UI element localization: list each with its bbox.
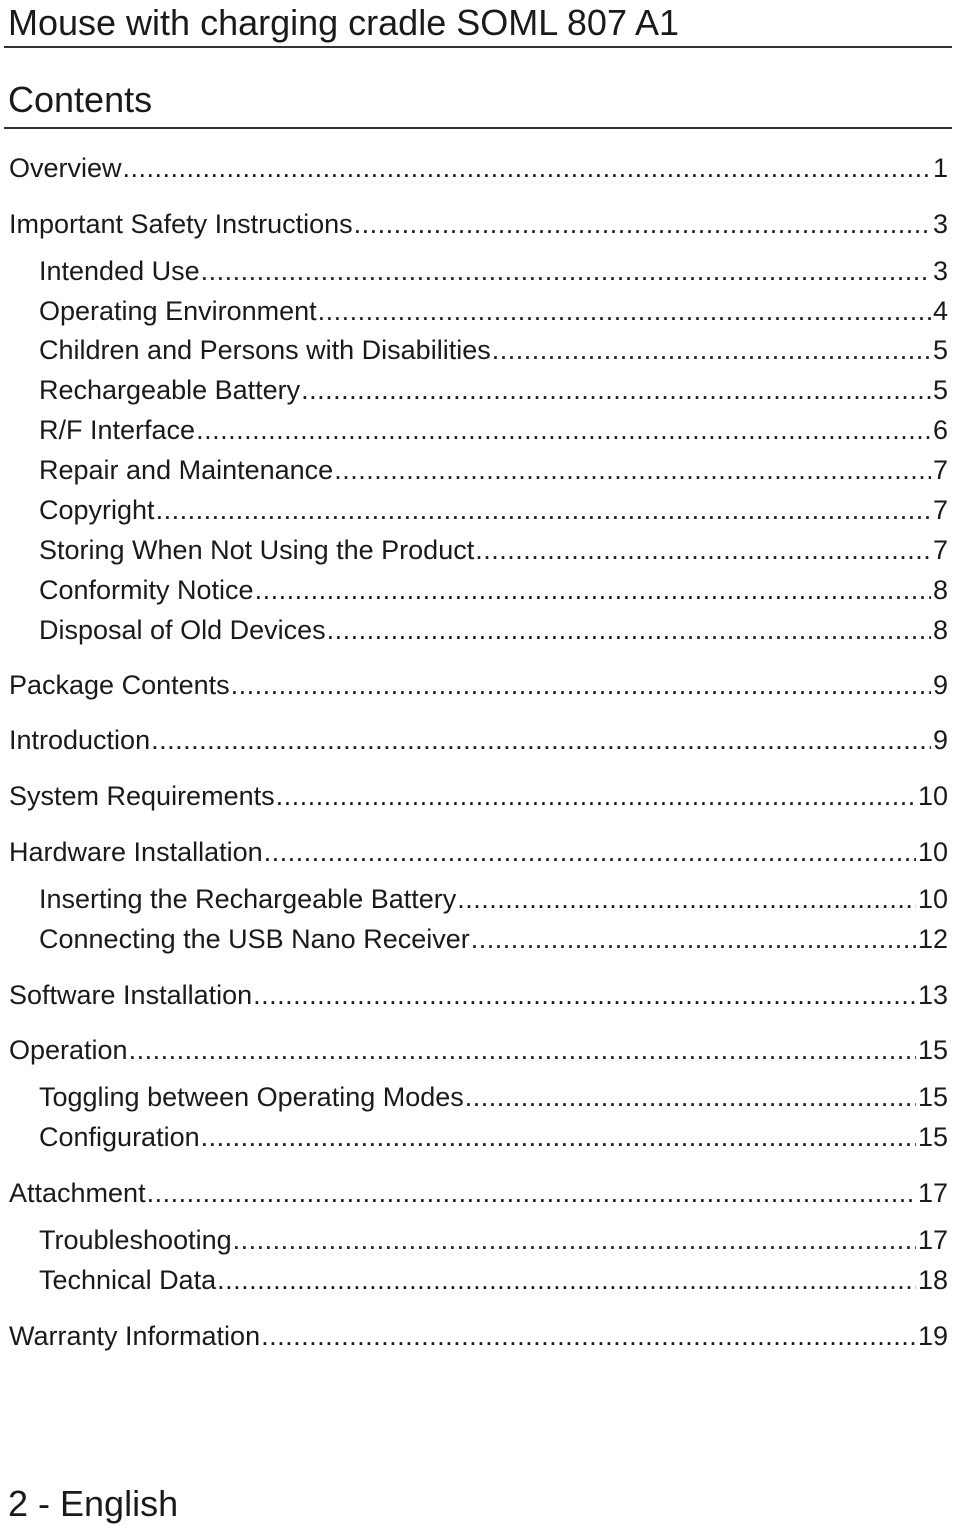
- toc-page-number: 10: [917, 884, 948, 914]
- toc-entry-label: Rechargeable Battery: [39, 375, 301, 405]
- dot-leader: [457, 882, 916, 916]
- toc-page-number: 5: [932, 375, 948, 405]
- dot-leader: [465, 1080, 916, 1114]
- dot-leader: [492, 333, 931, 367]
- dot-leader: [255, 573, 931, 607]
- title-divider: [4, 46, 952, 48]
- toc-page-number: 9: [932, 670, 948, 700]
- dot-leader: [261, 1319, 916, 1353]
- contents-divider: [4, 127, 952, 129]
- document-title: Mouse with charging cradle SOML 807 A1: [8, 2, 680, 43]
- toc-entry-label: Connecting the USB Nano Receiver: [39, 924, 470, 954]
- page-footer: 2 - English: [8, 1483, 179, 1524]
- toc-page-number: 7: [932, 495, 948, 525]
- dot-leader: [233, 1223, 916, 1257]
- toc-page-number: 1: [932, 153, 948, 183]
- toc-entry-repair-and-maintenance[interactable]: [39, 453, 948, 487]
- toc-page-number: 10: [917, 837, 948, 867]
- toc-entry-label: Attachment: [9, 1178, 146, 1208]
- dot-leader: [201, 254, 931, 288]
- toc-page-number: 6: [932, 415, 948, 445]
- dot-leader: [334, 453, 931, 487]
- toc-entry-label: Configuration: [39, 1122, 200, 1152]
- toc-entry-overview[interactable]: [9, 151, 948, 185]
- toc-page-number: 7: [932, 535, 948, 565]
- toc-entry-copyright[interactable]: [39, 493, 948, 527]
- toc-entry-rechargeable-battery[interactable]: [39, 373, 948, 407]
- dot-leader: [151, 723, 931, 757]
- toc-entry-technical-data[interactable]: [39, 1263, 948, 1297]
- dot-leader: [196, 413, 931, 447]
- toc-entry-operation[interactable]: [9, 1033, 948, 1067]
- dot-leader: [123, 151, 931, 185]
- dot-leader: [147, 1176, 916, 1210]
- toc-entry-hardware-installation[interactable]: [9, 835, 948, 869]
- toc-entry-label: Introduction: [9, 725, 151, 755]
- toc-entry-system-requirements[interactable]: [9, 779, 948, 813]
- toc-entry-label: Important Safety Instructions: [9, 209, 353, 239]
- dot-leader: [354, 207, 931, 241]
- toc-entry-storing-when-not-using-the-product[interactable]: [39, 533, 948, 567]
- toc-entry-important-safety-instructions[interactable]: [9, 207, 948, 241]
- toc-entry-connecting-the-usb-nano-receiver[interactable]: [39, 922, 948, 956]
- toc-entry-label: Intended Use: [39, 256, 200, 286]
- toc-page-number: 9: [932, 725, 948, 755]
- toc-page-number: 15: [917, 1035, 948, 1065]
- toc-page-number: 18: [917, 1265, 948, 1295]
- dot-leader: [318, 294, 931, 328]
- toc-entry-troubleshooting[interactable]: [39, 1223, 948, 1257]
- toc-entry-software-installation[interactable]: [9, 978, 948, 1012]
- toc-page-number: 8: [932, 575, 948, 605]
- toc-entry-label: Software Installation: [9, 980, 253, 1010]
- toc-entry-operating-environment[interactable]: [39, 294, 948, 328]
- toc-page-number: 15: [917, 1082, 948, 1112]
- dot-leader: [231, 668, 931, 702]
- toc-entry-conformity-notice[interactable]: [39, 573, 948, 607]
- toc-entry-label: Warranty Information: [9, 1321, 261, 1351]
- toc-entry-label: Disposal of Old Devices: [39, 615, 326, 645]
- toc-page-number: 17: [917, 1225, 948, 1255]
- toc-entry-label: Troubleshooting: [39, 1225, 232, 1255]
- toc-page-number: 8: [932, 615, 948, 645]
- toc-entry-configuration[interactable]: [39, 1120, 948, 1154]
- toc-page-number: 10: [917, 781, 948, 811]
- toc-entry-children-and-persons-with-disabilities[interactable]: [39, 333, 948, 367]
- toc-page-number: 7: [932, 455, 948, 485]
- toc-entry-label: System Requirements: [9, 781, 275, 811]
- toc-entry-label: Hardware Installation: [9, 837, 263, 867]
- toc-entry-inserting-the-rechargeable-battery[interactable]: [39, 882, 948, 916]
- dot-leader: [156, 493, 931, 527]
- toc-page-number: 3: [932, 209, 948, 239]
- dot-leader: [276, 779, 916, 813]
- toc-page-number: 3: [932, 256, 948, 286]
- toc-entry-label: Operation: [9, 1035, 128, 1065]
- dot-leader: [253, 978, 916, 1012]
- toc-entry-label: R/F Interface: [39, 415, 196, 445]
- dot-leader: [471, 922, 916, 956]
- toc-page-number: 17: [917, 1178, 948, 1208]
- toc-entry-label: Inserting the Rechargeable Battery: [39, 884, 457, 914]
- toc-entry-label: Package Contents: [9, 670, 230, 700]
- toc-page-number: 4: [932, 296, 948, 326]
- dot-leader: [264, 835, 916, 869]
- contents-heading: Contents: [8, 79, 153, 120]
- toc-entry-disposal-of-old-devices[interactable]: [39, 613, 948, 647]
- toc-entry-label: Repair and Maintenance: [39, 455, 334, 485]
- toc-entry-attachment[interactable]: [9, 1176, 948, 1210]
- toc-entry-warranty-information[interactable]: [9, 1319, 948, 1353]
- toc-entry-label: Copyright: [39, 495, 155, 525]
- dot-leader: [201, 1120, 916, 1154]
- toc-entry-label: Operating Environment: [39, 296, 317, 326]
- toc-page-number: 5: [932, 335, 948, 365]
- toc-entry-introduction[interactable]: [9, 723, 948, 757]
- toc-entry-label: Toggling between Operating Modes: [39, 1082, 464, 1112]
- toc-entry-intended-use[interactable]: [39, 254, 948, 288]
- toc-entry-label: Overview: [9, 153, 122, 183]
- toc-entry-label: Technical Data: [39, 1265, 217, 1295]
- toc-entry-toggling-between-operating-modes[interactable]: [39, 1080, 948, 1114]
- dot-leader: [217, 1263, 916, 1297]
- toc-entry-rf-interface[interactable]: [39, 413, 948, 447]
- toc-page-number: 13: [917, 980, 948, 1010]
- toc-entry-label: Storing When Not Using the Product: [39, 535, 475, 565]
- toc-page-number: 12: [917, 924, 948, 954]
- dot-leader: [301, 373, 931, 407]
- toc-entry-label: Conformity Notice: [39, 575, 254, 605]
- dot-leader: [129, 1033, 916, 1067]
- dot-leader: [327, 613, 931, 647]
- toc-page-number: 19: [917, 1321, 948, 1351]
- toc-page-number: 15: [917, 1122, 948, 1152]
- toc-entry-label: Children and Persons with Disabilities: [39, 335, 491, 365]
- toc-entry-package-contents[interactable]: [9, 668, 948, 702]
- dot-leader: [475, 533, 931, 567]
